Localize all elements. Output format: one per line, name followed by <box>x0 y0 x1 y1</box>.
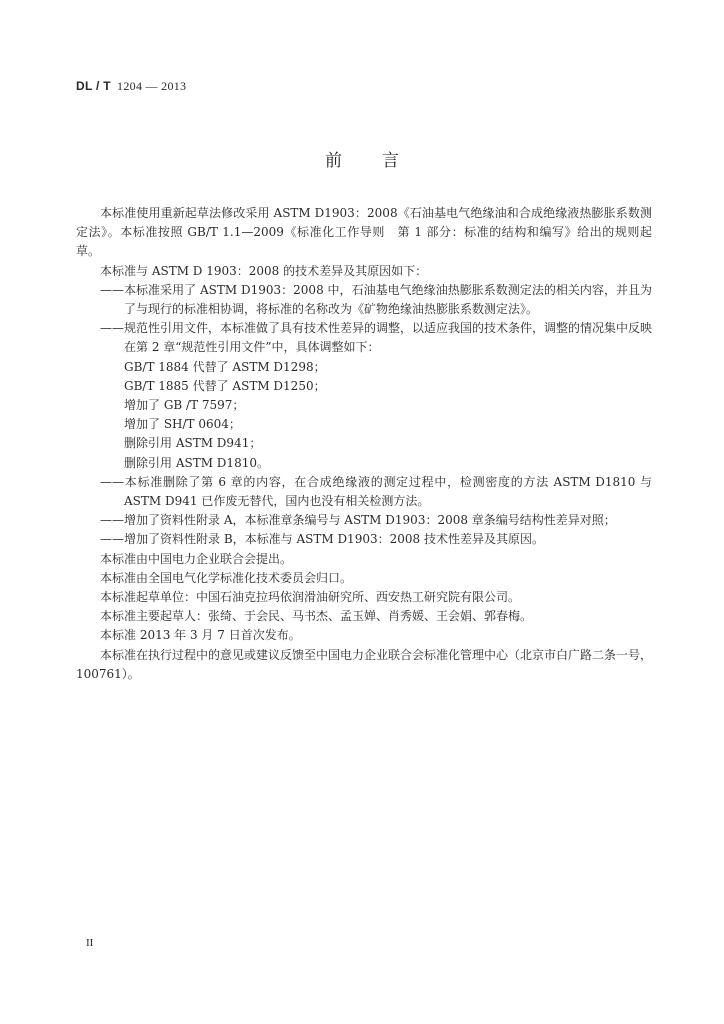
differences-intro: 本标准与 ASTM D 1903：2008 的技术差异及其原因如下： <box>100 263 428 278</box>
adjustment-item: GB/T 1884 代替了 ASTM D1298； <box>124 359 326 374</box>
adjustment-item: GB/T 1885 代替了 ASTM D1250； <box>124 378 326 393</box>
standard-year-number: 1204 — 2013 <box>117 79 187 93</box>
page-title: 前言 <box>325 151 439 171</box>
standard-number-header <box>76 79 186 94</box>
adjustment-item: 删除引用 ASTM D1810。 <box>124 455 269 470</box>
release-paragraph: 本标准 2013 年 3 月 7 日首次发布。 <box>100 628 301 643</box>
adjustment-item: 增加了 SH/T 0604； <box>124 417 241 432</box>
proposer-paragraph: 本标准由中国电力企业联合会提出。 <box>100 551 293 566</box>
standard-code: DL / T <box>76 79 111 93</box>
difference-item: ——本标准采用了 ASTM D1903：2008 中，石油基电气绝缘油热膨胀系数测定法的相关内容，并且为了与现行的标准相协调，将标准的名称改为《矿物绝缘油热膨胀系数测定法》。 <box>100 282 652 317</box>
difference-item: ——增加了资料性附录 B，本标准与 ASTM D1903：2008 技术性差异及其原因。 <box>100 532 544 547</box>
adjustment-item: 删除引用 ASTM D941； <box>124 436 262 451</box>
drafting-units-paragraph: 本标准起草单位：中国石油克拉玛依润滑油研究所、西安热工研究院有限公司。 <box>100 590 521 605</box>
difference-item: ——本标准删除了第 6 章的内容，在合成绝缘液的测定过程中，检测密度的方法 ASTM D1810 与 ASTM D941 已作废无替代，国内也没有相关检测方法。 <box>100 474 652 509</box>
intro-paragraph: 本标准使用重新起草法修改采用 ASTM D1903：2008《石油基电气绝缘油和合成绝缘液热膨胀系数测定法》。本标准按照 GB/T 1.1—2009《标准化工作导则 第 1 部分：标准的结构和编写》给出的规则起草。 <box>76 206 652 259</box>
adjustment-item: 增加了 GB /T 7597； <box>124 398 245 413</box>
drafters-paragraph: 本标准主要起草人：张绮、于会民、马书杰、孟玉婵、肖秀媛、王会娟、郭春梅。 <box>100 609 533 624</box>
foreword-body <box>76 204 652 684</box>
committee-paragraph: 本标准由全国电气化学标准化技术委员会归口。 <box>100 570 353 585</box>
feedback-paragraph: 本标准在执行过程中的意见或建议反馈至中国电力企业联合会标准化管理中心（北京市白广路二条一号，100761）。 <box>76 647 653 681</box>
difference-item: ——规范性引用文件，本标准做了具有技术性差异的调整，以适应我国的技术条件，调整的情况集中反映在第 2 章“规范性引用文件”中，具体调整如下： <box>100 321 653 355</box>
difference-item: ——增加了资料性附录 A，本标准章条编号与 ASTM D1903：2008 章条编号结构性差异对照； <box>100 513 616 528</box>
page-number: II <box>86 937 94 949</box>
